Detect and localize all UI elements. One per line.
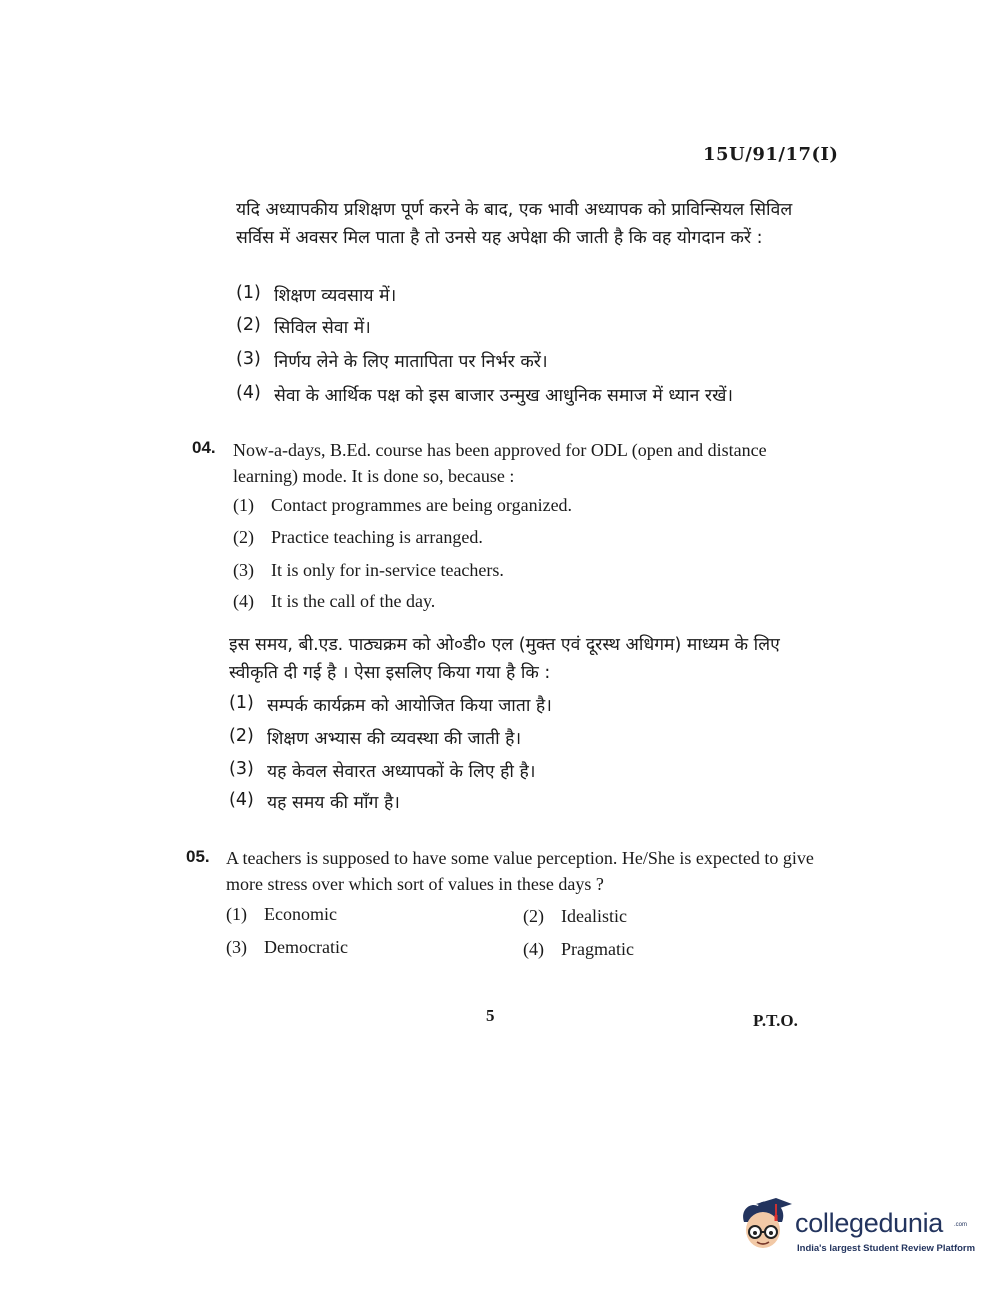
q04-option-1 bbox=[233, 495, 572, 516]
option-text: निर्णय लेने के लिए मातापिता पर निर्भर करें। bbox=[274, 352, 548, 372]
option-number: (3) bbox=[236, 349, 261, 369]
q04-option-4 bbox=[233, 591, 435, 612]
page-number: 5 bbox=[486, 1006, 495, 1025]
option-text: Practice teaching is arranged. bbox=[271, 527, 483, 547]
option-number: (4) bbox=[229, 790, 254, 810]
option-text: It is only for in-service teachers. bbox=[271, 560, 504, 580]
option-text: यह समय की माँग है। bbox=[267, 793, 400, 813]
q03-hindi-text: यदि अध्यापकीय प्रशिक्षण पूर्ण करने के बाद, एक भावी अध्यापक को प्राविन्सियल सिविल सर्विस में अवसर मिल पाता है तो उनसे यह अपेक्षा की जाती है कि वह योगदान करें : bbox=[236, 200, 793, 248]
q04-option-3 bbox=[233, 560, 504, 581]
mascot-logo-icon bbox=[736, 1196, 794, 1254]
brand-tagline: India's largest Student Review Platform bbox=[797, 1243, 976, 1254]
q05-number: 05. bbox=[186, 847, 210, 866]
option-number: (1) bbox=[229, 693, 254, 713]
q05-option-3 bbox=[226, 937, 348, 958]
option-text: Pragmatic bbox=[561, 939, 634, 959]
q05-option-1 bbox=[226, 904, 337, 925]
option-number: (2) bbox=[523, 906, 544, 926]
option-number: (3) bbox=[226, 937, 247, 957]
option-text: शिक्षण व्यवसाय में। bbox=[274, 286, 397, 306]
brand-suffix: .com bbox=[954, 1222, 968, 1228]
q04-text: Now-a-days, B.Ed. course has been approved for ODL (open and distance learning) mode. It is done so, because : bbox=[233, 440, 767, 486]
option-text: यह केवल सेवारत अध्यापकों के लिए ही है। bbox=[267, 762, 536, 782]
q03-option-2 bbox=[236, 315, 371, 339]
option-number: (4) bbox=[233, 591, 254, 611]
option-number: (1) bbox=[226, 904, 247, 924]
option-text: Economic bbox=[264, 904, 337, 924]
option-number: (4) bbox=[523, 939, 544, 959]
q04-option-2 bbox=[233, 527, 483, 548]
option-text: Democratic bbox=[264, 937, 348, 957]
q04-hindi-text: इस समय, बी.एड. पाठ्यक्रम को ओ०डी० एल (मुक्त एवं दूरस्थ अधिगम) माध्यम के लिए स्वीकृति दी गई है । ऐसा इसलिए किया गया है कि : bbox=[229, 635, 780, 683]
pto-label: P.T.O. bbox=[753, 1011, 798, 1030]
q04-hindi-option-2 bbox=[229, 726, 521, 750]
q05-text: A teachers is supposed to have some value perception. He/She is expected to give more stress over which sort of values in these days ? bbox=[226, 848, 814, 894]
option-number: (3) bbox=[229, 759, 254, 779]
option-number: (2) bbox=[233, 527, 254, 547]
brand-name: collegedunia bbox=[795, 1208, 944, 1238]
option-number: (1) bbox=[233, 495, 254, 515]
q05-option-2 bbox=[523, 906, 627, 927]
option-text: Idealistic bbox=[561, 906, 627, 926]
q03-option-3 bbox=[236, 349, 548, 373]
q03-option-4 bbox=[236, 383, 733, 407]
option-number: (3) bbox=[233, 560, 254, 580]
q04-hindi-option-1 bbox=[229, 693, 552, 717]
q04-number: 04. bbox=[192, 438, 216, 457]
option-text: सेवा के आर्थिक पक्ष को इस बाजार उन्मुख आधुनिक समाज में ध्यान रखें। bbox=[274, 386, 734, 406]
option-number: (4) bbox=[236, 383, 261, 403]
option-text: शिक्षण अभ्यास की व्यवस्था की जाती है। bbox=[267, 729, 522, 749]
option-number: (2) bbox=[236, 315, 261, 335]
option-text: Contact programmes are being organized. bbox=[271, 495, 573, 515]
paper-code: 15U/91/17(I) bbox=[703, 144, 839, 165]
option-text: सम्पर्क कार्यक्रम को आयोजित किया जाता है। bbox=[267, 696, 552, 716]
option-text: It is the call of the day. bbox=[271, 591, 436, 611]
q05-option-4 bbox=[523, 939, 634, 960]
q03-option-1 bbox=[236, 283, 396, 307]
option-number: (2) bbox=[229, 726, 254, 746]
option-text: सिविल सेवा में। bbox=[274, 318, 371, 338]
q04-hindi-option-4 bbox=[229, 790, 400, 814]
q04-hindi-option-3 bbox=[229, 759, 535, 783]
option-number: (1) bbox=[236, 283, 261, 303]
